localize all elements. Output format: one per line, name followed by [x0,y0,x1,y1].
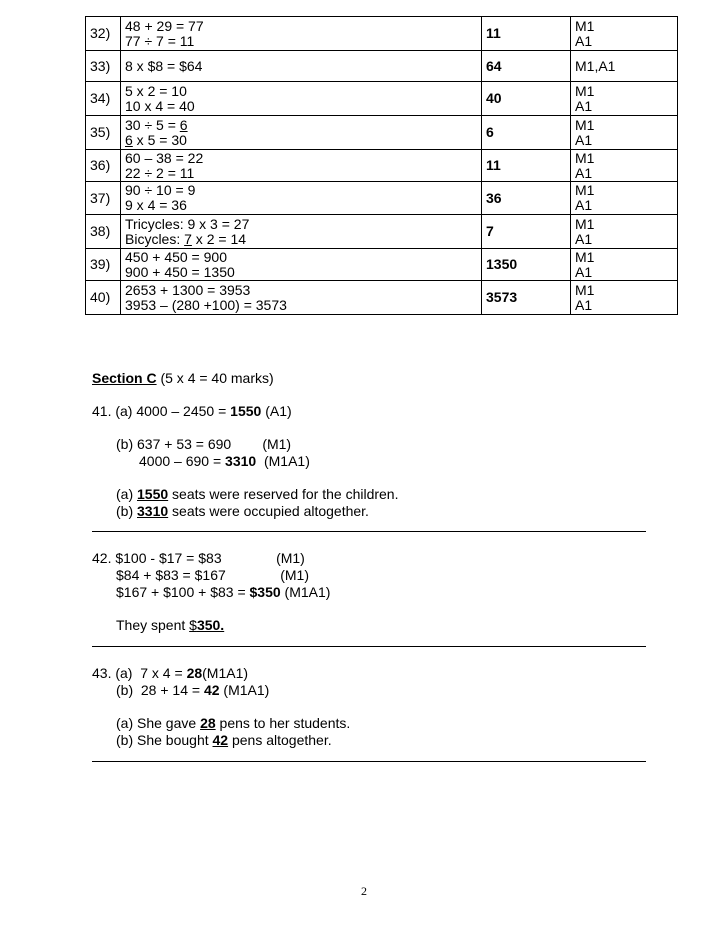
table-row [86,249,678,281]
working-line-2: Bicycles: [125,230,185,247]
q41-statement-a [116,486,399,502]
question-number: 36) [86,150,121,182]
q43-s1-answer: 28 [200,715,216,731]
divider [92,761,646,762]
answer-cell: 40 [482,82,571,116]
q41-b1-line: (b) 637 + 53 = 690 (M1) [116,436,292,452]
working-cell [121,182,482,215]
q43-statement-a [116,715,350,731]
q43-s1-post: pens to her students. [215,715,351,731]
question-number: 34) [86,82,121,116]
mark-2: A1 [575,296,593,313]
section-marks: (5 x 4 = 40 marks) [156,370,274,386]
mark-1: M1 [575,82,595,99]
question-number: 32) [86,17,121,51]
working-line-1: 30 ÷ 5 = [125,116,180,133]
q41-b2-text: 4000 – 690 = [139,453,226,469]
mark-1: M1,A1 [575,57,616,74]
q43-l1-text: 43. (a) 7 x 4 = [92,665,187,681]
marks-cell [571,116,678,150]
working-line-2-rest: x 2 = 14 [191,230,247,247]
marks-cell [571,82,678,116]
section-title: Section C [92,370,157,386]
working-line-1: 450 + 450 = 900 [125,248,227,265]
working-cell [121,82,482,116]
q41-statement-b [116,503,369,519]
mark-2: A1 [575,230,593,247]
divider [92,531,646,532]
q42-l3-text: $167 + $100 + $83 = [116,584,250,600]
working-line-1: 60 – 38 = 22 [125,149,204,166]
answer-table [85,16,678,315]
q42-line3 [116,584,330,600]
q43-s2-post: pens altogether. [228,732,332,748]
q43-line2 [116,682,269,698]
q41-a-answer: 1550 [230,403,262,419]
marks-cell [571,150,678,182]
question-number: 40) [86,281,121,315]
q43-l2-text: (b) 28 + 14 = [116,682,204,698]
q41-s1-answer: 1550 [137,486,169,502]
mark-2: A1 [575,164,593,181]
answer-cell: 36 [482,182,571,215]
working-line-2: 9 x 4 = 36 [125,197,187,213]
q43-s1-pre: (a) She gave [116,715,201,731]
working-line-1: 48 + 29 = 77 [125,17,204,34]
q42-s-dollar: $ [189,617,197,633]
question-number: 38) [86,215,121,249]
question-number: 37) [86,182,121,215]
mark-2: A1 [575,263,593,280]
mark-1: M1 [575,149,595,166]
question-number: 33) [86,51,121,82]
page-number: 2 [361,884,367,898]
table-row [86,82,678,116]
working-underlined: 6 [179,116,188,133]
marks-cell [571,182,678,215]
working-cell [121,215,482,249]
mark-1: M1 [575,182,595,198]
table-row [86,51,678,82]
marks-cell [571,249,678,281]
q42-statement [116,617,224,633]
mark-2: A1 [575,131,593,148]
q41-b2-answer: 3310 [225,453,257,469]
working-line-1: 90 ÷ 10 = 9 [125,182,196,198]
q41-b2-mark: (M1A1) [256,453,310,469]
mark-2: A1 [575,32,593,49]
mark-1: M1 [575,248,595,265]
mark-1: M1 [575,116,595,133]
q41-a-text: 41. (a) 4000 – 2450 = [92,403,231,419]
mark-2: A1 [575,97,593,114]
table-row [86,215,678,249]
question-number: 35) [86,116,121,150]
q43-s2-pre: (b) She bought [116,732,213,748]
q41-s2-post: seats were occupied altogether. [168,503,369,519]
q42-line1: 42. $100 - $17 = $83 (M1) [92,550,305,566]
divider [92,646,646,647]
working-line-2-rest: x 5 = 30 [132,131,187,148]
q43-l2-mark: (M1A1) [219,682,270,698]
marks-cell [571,51,678,82]
q42-s-answer: 350. [196,617,225,633]
q41-s2-pre: (b) [116,503,137,519]
working-cell [121,281,482,315]
working-cell [121,150,482,182]
answer-cell: 11 [482,150,571,182]
q41-a-line [92,403,292,419]
marks-cell [571,215,678,249]
working-line-2: 77 ÷ 7 = 11 [125,32,195,49]
q42-l3-mark: (M1A1) [280,584,331,600]
marks-cell [571,17,678,51]
q41-s1-pre: (a) [116,486,137,502]
working-underlined: 6 [125,131,133,148]
q43-s2-answer: 42 [212,732,229,748]
working-line-2: 900 + 450 = 1350 [125,263,235,280]
q41-s2-answer: 3310 [137,503,169,519]
q42-s-pre: They spent [116,617,190,633]
answer-cell: 1350 [482,249,571,281]
working-cell [121,116,482,150]
working-line-2: 3953 – (280 +100) = 3573 [125,296,287,313]
q42-l3-answer: $350 [249,584,281,600]
working-line-1: Tricycles: 9 x 3 = 27 [125,215,250,232]
marks-cell [571,281,678,315]
table-row [86,17,678,51]
q42-line2: $84 + $83 = $167 (M1) [116,567,309,583]
table-row [86,116,678,150]
answer-cell: 6 [482,116,571,150]
q41-a-mark: (A1) [261,403,292,419]
working-line-1: 8 x $8 = $64 [125,57,203,74]
working-cell [121,249,482,281]
question-number: 39) [86,249,121,281]
table-row [86,182,678,215]
q43-line1 [92,665,248,681]
working-line-2: 22 ÷ 2 = 11 [125,164,195,181]
table-row [86,281,678,315]
mark-1: M1 [575,17,595,34]
working-cell [121,17,482,51]
q43-l1-answer: 28 [186,665,203,681]
working-underlined: 7 [184,230,192,247]
working-line-1: 2653 + 1300 = 3953 [125,281,251,298]
answer-cell: 3573 [482,281,571,315]
q41-b2-line [139,453,310,469]
mark-1: M1 [575,281,595,298]
section-c-heading [92,370,274,386]
answer-cell: 7 [482,215,571,249]
working-line-2: 10 x 4 = 40 [125,97,195,114]
working-cell [121,51,482,82]
q41-s1-post: seats were reserved for the children. [168,486,399,502]
mark-1: M1 [575,215,595,232]
q43-l1-mark: (M1A1) [202,665,249,681]
answer-cell: 64 [482,51,571,82]
q43-l2-answer: 42 [203,682,220,698]
q43-statement-b [116,732,332,748]
table-row [86,150,678,182]
mark-2: A1 [575,197,593,213]
working-line-1: 5 x 2 = 10 [125,82,187,99]
answer-cell: 11 [482,17,571,51]
